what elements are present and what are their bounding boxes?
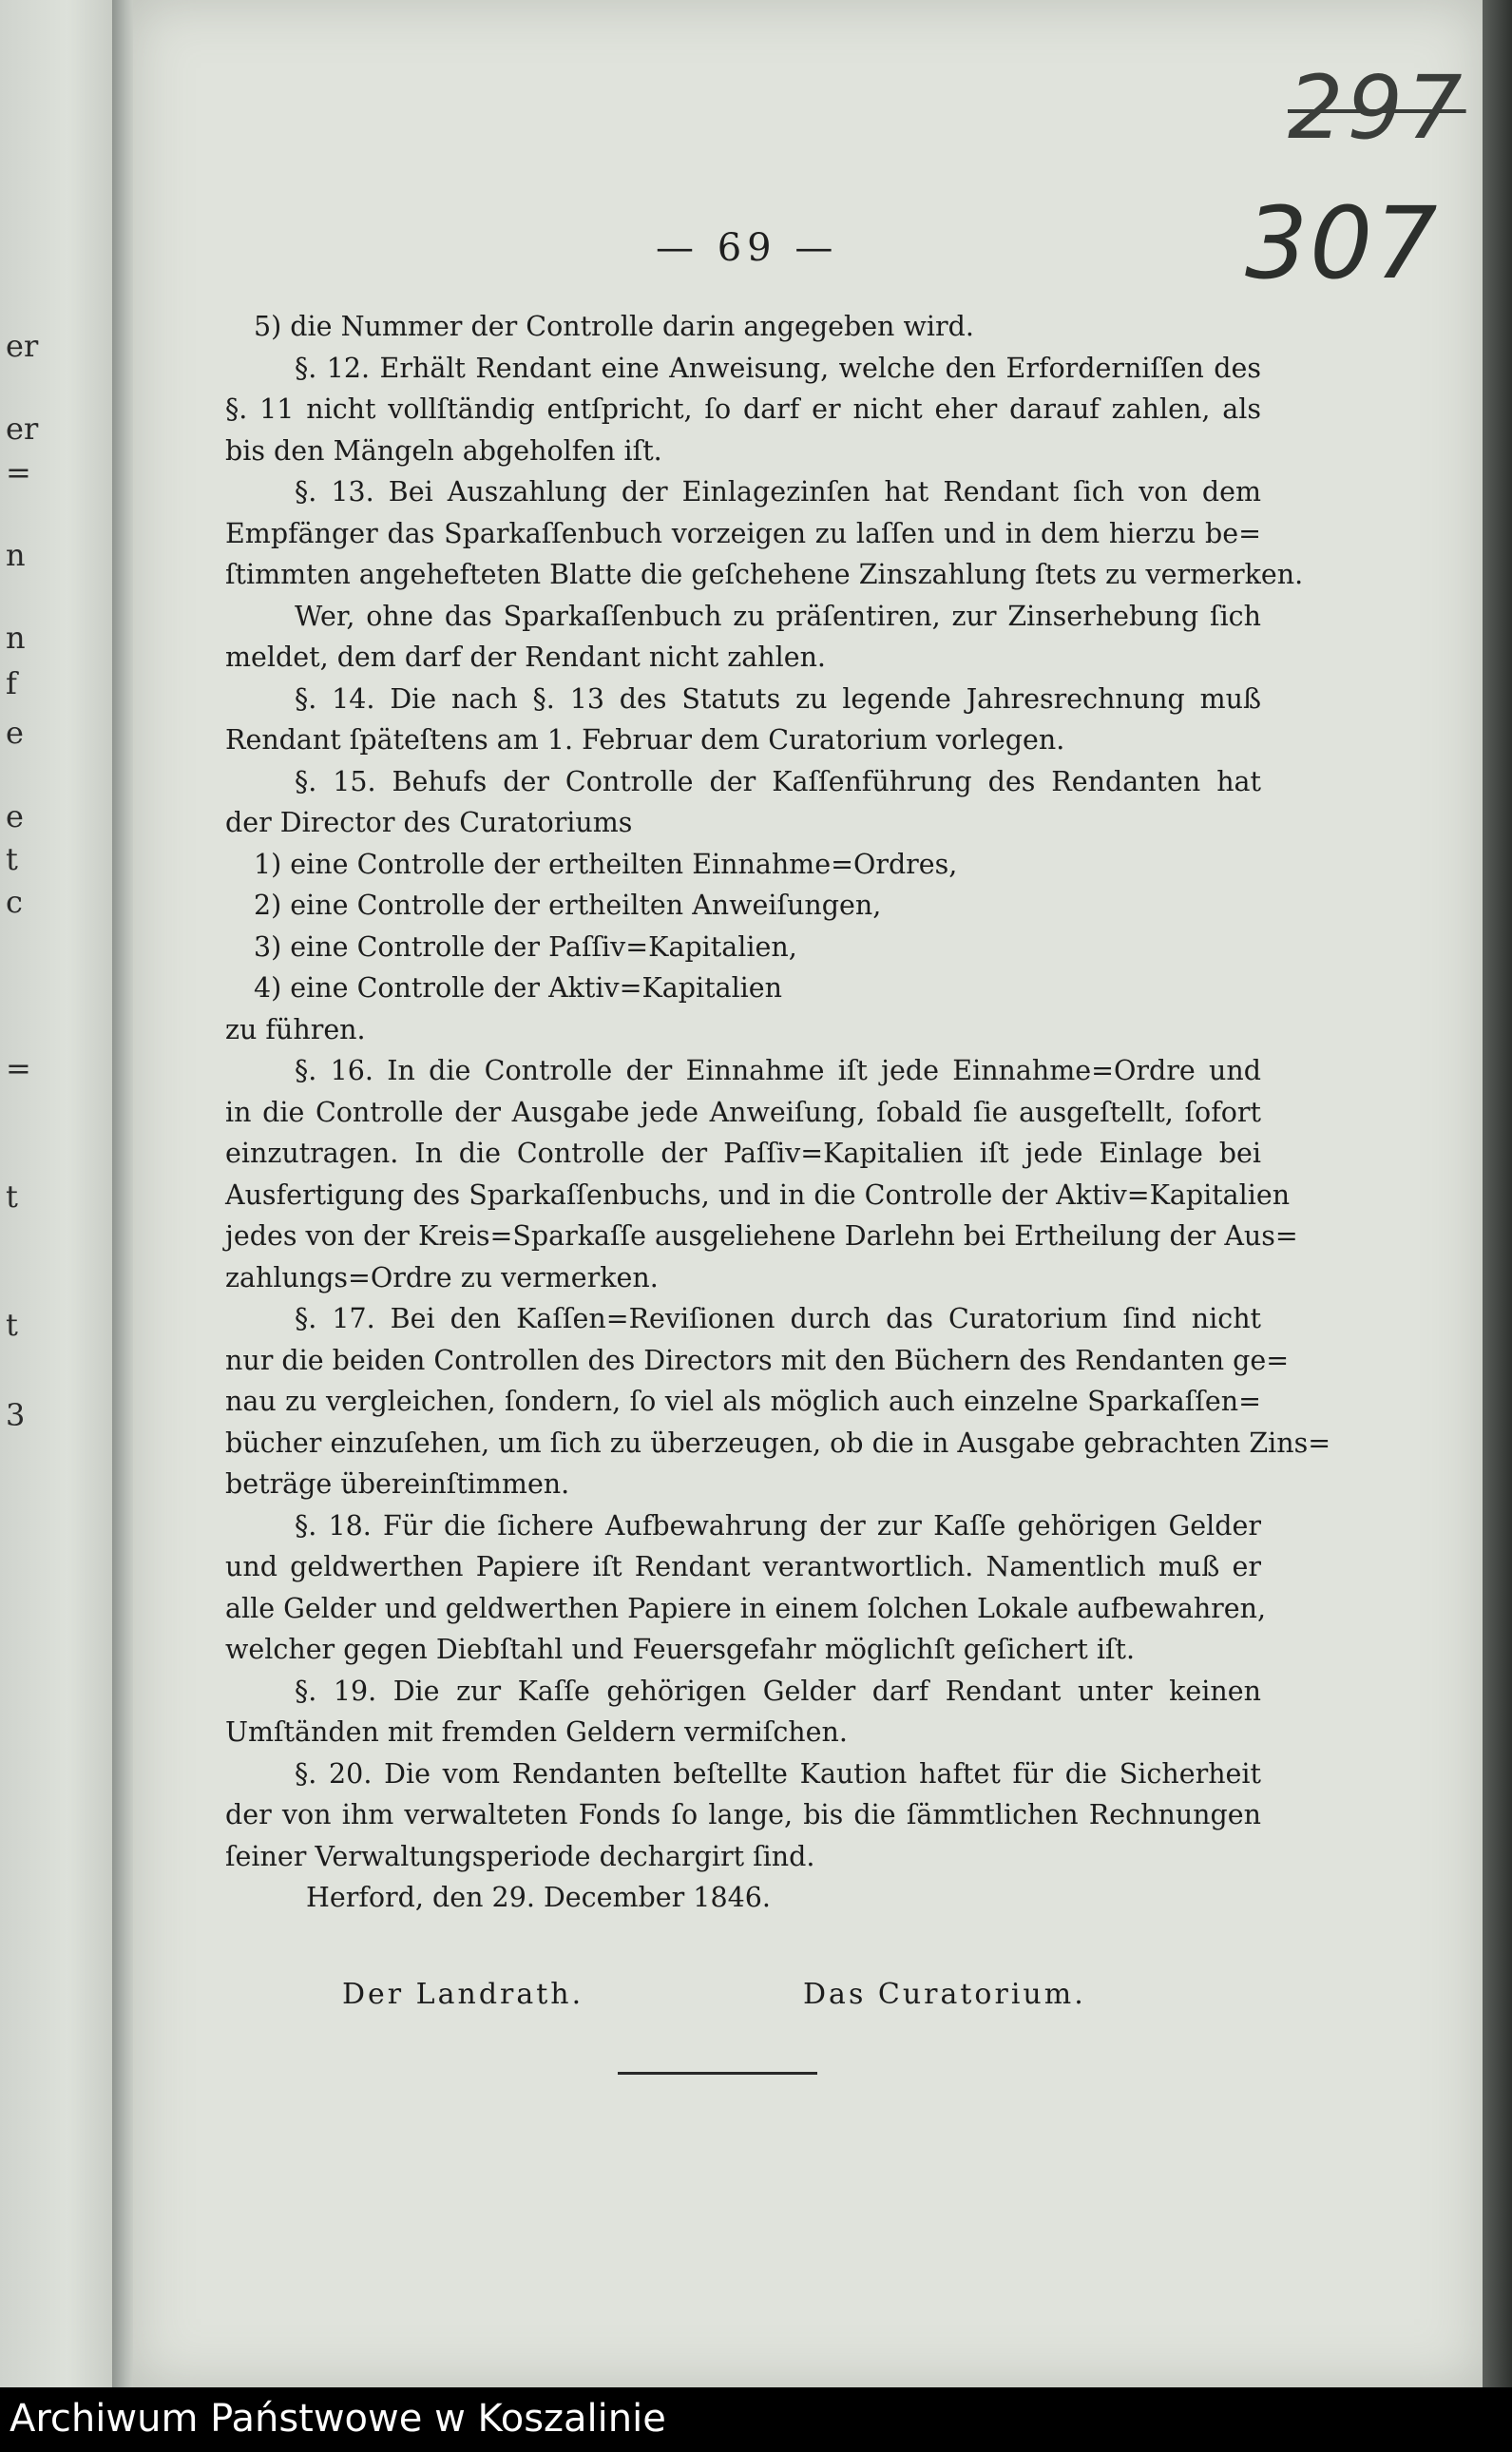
- text-line: §. 15. Behufs der Controlle der Kaſſenführung des Rendanten hat: [295, 765, 1261, 797]
- text-line: §. 11 nicht vollſtändig entſpricht, ſo darf er nicht eher darauf zahlen, als: [225, 393, 1261, 425]
- text-line: Umſtänden mit fremden Geldern vermiſchen.: [225, 1716, 848, 1748]
- text-line: §. 18. Für die ſichere Aufbewahrung der zur Kaſſe gehörigen Gelder: [295, 1509, 1261, 1542]
- text-line: Rendant ſpäteſtens am 1. Februar dem Curatorium vorlegen.: [225, 724, 1065, 756]
- text-line: in die Controlle der Ausgabe jede Anweiſung, ſobald ſie ausgeſtellt, ſofort: [225, 1096, 1261, 1128]
- list-item: 2) eine Controlle der ertheilten Anweiſungen,: [254, 890, 882, 921]
- left-page-fragment: e: [6, 798, 24, 834]
- left-page-fragment: n: [6, 620, 26, 656]
- list-item: 3) eine Controlle der Paſſiv=Kapitalien,: [254, 930, 797, 963]
- book-gutter: [112, 0, 133, 2387]
- text-line: ſtimmten angehefteten Blatte die geſchehene Zinszahlung ſtets zu vermerken.: [225, 559, 1304, 590]
- left-page-fragment: =: [6, 1050, 31, 1086]
- left-page-fragment: f: [6, 665, 17, 701]
- archive-footer-bar: [0, 2387, 1512, 2452]
- left-page-fragment: er: [6, 411, 39, 447]
- page-edge: [1483, 0, 1512, 2387]
- text-line: bücher einzuſehen, um ſich zu überzeugen, ob die in Ausgabe gebrachten Zins=: [225, 1427, 1331, 1459]
- text-line: und geldwerthen Papiere iſt Rendant verantwortlich. Namentlich muß er: [225, 1551, 1261, 1582]
- text-line: einzutragen. In die Controlle der Paſſiv=Kapitalien iſt jede Einlage bei: [225, 1138, 1261, 1169]
- closing-rule: [618, 2072, 817, 2075]
- text-line: der von ihm verwalteten Fonds ſo lange, bis die ſämmtlichen Rechnungen: [225, 1799, 1261, 1830]
- text-line: Wer, ohne das Sparkaſſenbuch zu präſentiren, zur Zinserhebung ſich: [295, 600, 1261, 632]
- text-line: ſeiner Verwaltungsperiode dechargirt ſind.: [225, 1840, 815, 1872]
- text-line: §. 13. Bei Auszahlung der Einlagezinſen hat Rendant ſich von dem: [295, 476, 1261, 508]
- text-line: beträge übereinſtimmen.: [225, 1468, 570, 1500]
- body-text: [225, 306, 1331, 1919]
- page-number: — 69 —: [656, 226, 839, 270]
- text-line: §. 20. Die vom Rendanten beſtellte Kaution haftet für die Sicherheit: [295, 1757, 1261, 1790]
- text-line: §. 16. In die Controlle der Einnahme iſt jede Einnahme=Ordre und: [295, 1055, 1261, 1086]
- text-line: alle Gelder und geldwerthen Papiere in einem ſolchen Lokale aufbewahren,: [225, 1592, 1267, 1624]
- text-line: nur die beiden Controllen des Directors mit den Büchern des Rendanten ge=: [225, 1344, 1290, 1376]
- left-page-fragment: 3: [6, 1397, 26, 1433]
- signature-curatorium: Das Curatorium.: [803, 1978, 1086, 2011]
- left-page-fragment: =: [6, 454, 31, 490]
- left-page-fragment: e: [6, 715, 24, 751]
- list-item: 4) eine Controlle der Aktiv=Kapitalien: [254, 972, 783, 1004]
- text-line: meldet, dem darf der Rendant nicht zahlen.: [225, 642, 826, 673]
- date-line: Herford, den 29. December 1846.: [306, 1882, 771, 1913]
- text-line: §. 14. Die nach §. 13 des Statuts zu legende Jahresrechnung muß: [295, 682, 1261, 715]
- text-line: Ausfertigung des Sparkaſſenbuchs, und in die Controlle der Aktiv=Kapitalien: [225, 1178, 1291, 1211]
- text-line: §. 12. Erhält Rendant eine Anweisung, welche den Erforderniſſen des: [295, 352, 1261, 384]
- left-page-fragment: t: [6, 1178, 18, 1215]
- text-line: welcher gegen Diebſtahl und Feuersgefahr möglichſt geſichert iſt.: [225, 1634, 1136, 1665]
- text-line: nau zu vergleichen, ſondern, ſo viel als möglich auch einzelne Sparkaſſen=: [225, 1386, 1261, 1417]
- list-item: 1) eine Controlle der ertheilten Einnahme=Ordres,: [254, 848, 958, 880]
- text-line: §. 19. Die zur Kaſſe gehörigen Gelder darf Rendant unter keinen: [295, 1675, 1261, 1707]
- left-page-fragment: c: [6, 884, 23, 920]
- left-page-fragment: t: [6, 841, 18, 877]
- left-page-fragment: t: [6, 1307, 18, 1343]
- old-archive-number: 297: [1288, 57, 1466, 159]
- left-page-fragment: er: [6, 328, 39, 364]
- left-page-fragment: n: [6, 537, 26, 573]
- text-line: bis den Mängeln abgeholfen iſt.: [225, 434, 662, 467]
- text-line: Empfänger das Sparkaſſenbuch vorzeigen zu laſſen und in dem hierzu be=: [225, 517, 1261, 549]
- archive-number: 307: [1245, 185, 1440, 301]
- text-line: §. 17. Bei den Kaſſen=Reviſionen durch das Curatorium ſind nicht: [295, 1303, 1261, 1334]
- text-line: 5) die Nummer der Controlle darin angegeben wird.: [254, 311, 974, 342]
- left-page-sliver: [0, 0, 112, 2387]
- archive-credit: Archiwum Państwowe w Koszalinie: [10, 2397, 666, 2441]
- text-line: der Director des Curatoriums: [225, 807, 633, 838]
- text-line: zu führen.: [225, 1013, 366, 1045]
- text-line: zahlungs=Ordre zu vermerken.: [225, 1261, 659, 1293]
- signature-landrath: Der Landrath.: [342, 1978, 584, 2011]
- text-line: jedes von der Kreis=Sparkaſſe ausgeliehene Darlehn bei Ertheilung der Aus=: [225, 1220, 1298, 1252]
